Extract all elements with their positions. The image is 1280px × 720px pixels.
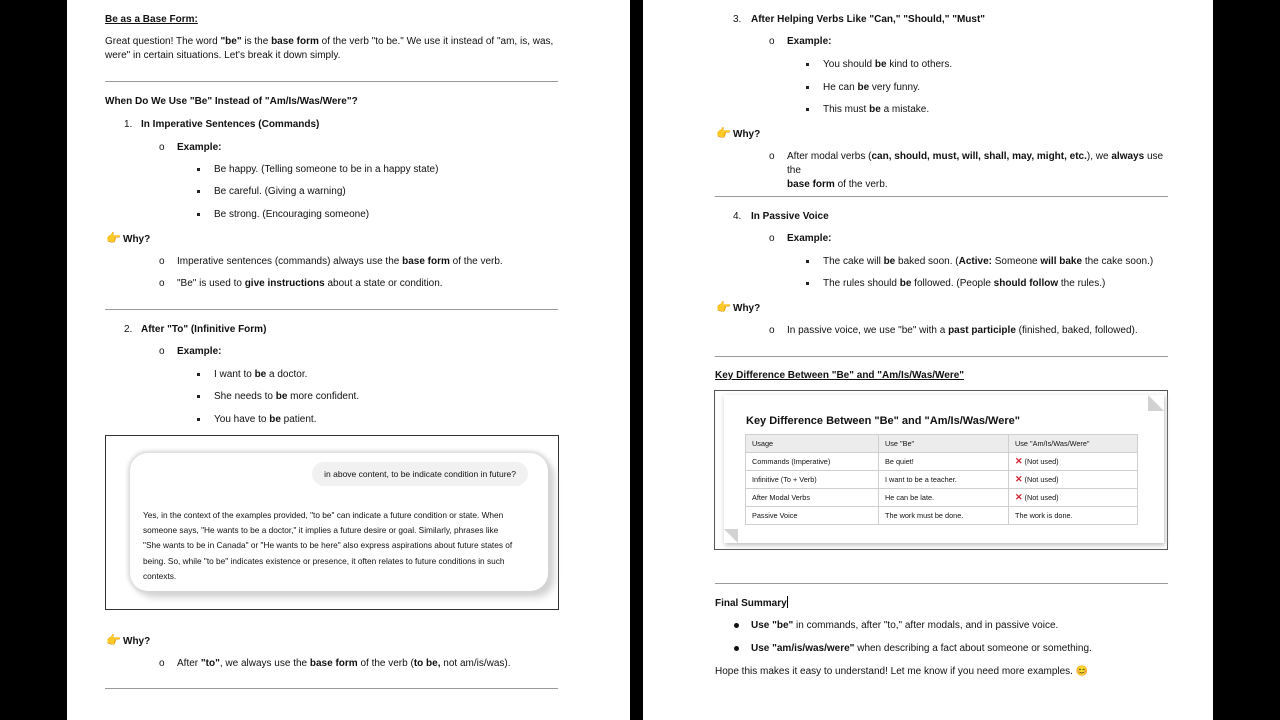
- why-text: After modal verbs (can, should, must, will, shall, may, might, etc.), we always use the base form of the verb.: [787, 151, 1164, 190]
- cross-mark-icon: ✕: [1015, 474, 1023, 484]
- chat-card: [130, 453, 548, 591]
- pointing-hand-icon: 👉: [716, 126, 731, 140]
- text-cursor: [787, 596, 788, 608]
- example-item: The cake will be baked soon. (Active: Someone will bake the cake soon.): [823, 256, 1154, 267]
- bullet-circle: o: [159, 346, 165, 357]
- table-title: Key Difference Between "Be" and "Am/Is/Was/Were": [746, 415, 1020, 427]
- list-item-title: In Imperative Sentences (Commands): [141, 119, 320, 130]
- table-screenshot: [714, 390, 1168, 550]
- document-page-right: [643, 0, 1213, 720]
- bullet-square: [806, 63, 809, 66]
- why-label: Why?: [123, 234, 151, 245]
- divider: [715, 356, 1168, 357]
- why-text: After "to", we always use the base form of the verb (to be, not am/is/was).: [177, 658, 511, 669]
- example-item: You should be kind to others.: [823, 59, 953, 70]
- divider: [715, 583, 1168, 584]
- key-difference-table: [745, 434, 1138, 525]
- assistant-answer: Yes, in the context of the examples provided, "to be" can indicate a future condition or state. When someone says, "He wants to be a doctor," it implies a future desire or goal. Similarly, phrases like "She wants to be in Canada" or "He wants to be here" also express aspirations about future states of being. So, while "to be" indicates existence or presence, it often relates to future conditions in such contexts.: [143, 510, 513, 581]
- example-item: The rules should be followed. (People should follow the rules.): [823, 278, 1106, 289]
- why-text: In passive voice, we use "be" with a past participle (finished, baked, followed).: [787, 325, 1138, 336]
- bullet-dot: [734, 623, 739, 628]
- table-header-row: [746, 435, 1138, 453]
- pointing-hand-icon: 👉: [106, 231, 121, 245]
- example-item: Be happy. (Telling someone to be in a happy state): [214, 164, 439, 175]
- table-header: Use "Am/Is/Was/Were": [1009, 435, 1138, 453]
- bullet-circle: o: [159, 142, 165, 153]
- table-cell: The work must be done.: [879, 507, 1009, 525]
- table-row: [746, 507, 1138, 525]
- table-cell: Commands (Imperative): [746, 453, 879, 471]
- section-title: When Do We Use "Be" Instead of "Am/Is/Was/Were"?: [105, 96, 358, 107]
- table-cell: ✕ (Not used): [1009, 489, 1138, 507]
- document-page-left: [67, 0, 630, 720]
- table-header: Usage: [746, 435, 879, 453]
- table-row: [746, 453, 1138, 471]
- intro-paragraph: Great question! The word "be" is the base form of the verb "to be." We use it instead of "am, is, was, were" in certain situations. Let's break it down simply.: [105, 36, 554, 61]
- chat-screenshot: [105, 435, 559, 610]
- why-label: Why?: [123, 636, 151, 647]
- bullet-square: [197, 168, 200, 171]
- divider: [715, 196, 1168, 197]
- table-cell: Passive Voice: [746, 507, 879, 525]
- bullet-circle: o: [159, 658, 165, 669]
- why-label: Why?: [733, 303, 761, 314]
- example-item: She needs to be more confident.: [214, 391, 360, 402]
- bullet-circle: o: [769, 325, 775, 336]
- table-cell: Be quiet!: [879, 453, 1009, 471]
- table-cell: I want to be a teacher.: [879, 471, 1009, 489]
- divider: [105, 309, 558, 310]
- example-item: Be strong. (Encouraging someone): [214, 209, 370, 220]
- table-cell: ✕ (Not used): [1009, 471, 1138, 489]
- list-number: 3.: [733, 14, 742, 25]
- example-item: This must be a mistake.: [823, 104, 930, 115]
- example-label: Example:: [787, 36, 832, 47]
- bullet-circle: o: [769, 36, 775, 47]
- bullet-dot: [734, 646, 739, 651]
- example-item: I want to be a doctor.: [214, 369, 308, 380]
- bullet-square: [806, 86, 809, 89]
- bullet-circle: o: [769, 151, 775, 162]
- table-cell: After Modal Verbs: [746, 489, 879, 507]
- list-number: 4.: [733, 211, 742, 222]
- closing-text: Hope this makes it easy to understand! Let me know if you need more examples. 😊: [715, 666, 1089, 677]
- bullet-square: [197, 395, 200, 398]
- final-summary-heading: Final Summary: [715, 598, 787, 609]
- list-item-title: In Passive Voice: [751, 211, 829, 222]
- why-label: Why?: [733, 129, 761, 140]
- bullet-circle: o: [159, 278, 165, 289]
- bullet-circle: o: [159, 256, 165, 267]
- example-item: He can be very funny.: [823, 82, 921, 93]
- example-label: Example:: [177, 142, 222, 153]
- user-question-bubble: in above content, to be indicate condition in future?: [312, 462, 528, 486]
- list-item-title: After Helping Verbs Like "Can," "Should," "Must": [751, 14, 986, 25]
- table-cell: Infinitive (To + Verb): [746, 471, 879, 489]
- table-row: [746, 489, 1138, 507]
- bullet-square: [197, 373, 200, 376]
- example-label: Example:: [177, 346, 222, 357]
- divider: [105, 688, 558, 689]
- table-cell: He can be late.: [879, 489, 1009, 507]
- bullet-square: [806, 108, 809, 111]
- key-difference-heading: Key Difference Between "Be" and "Am/Is/Was/Were": [715, 370, 965, 381]
- example-item: You have to be patient.: [214, 414, 317, 425]
- summary-item: Use "be" in commands, after "to," after modals, and in passive voice.: [751, 620, 1059, 631]
- bullet-circle: o: [769, 233, 775, 244]
- page-fold-corner: [1148, 395, 1164, 411]
- table-card: [724, 395, 1164, 543]
- smiley-icon: 😊: [1075, 666, 1089, 677]
- example-item: Be careful. (Giving a warning): [214, 186, 346, 197]
- pointing-hand-icon: 👉: [106, 633, 121, 647]
- cross-mark-icon: ✕: [1015, 456, 1023, 466]
- pointing-hand-icon: 👉: [716, 300, 731, 314]
- example-label: Example:: [787, 233, 832, 244]
- page-fold-corner: [724, 529, 738, 543]
- list-number: 1.: [124, 119, 133, 130]
- cross-mark-icon: ✕: [1015, 492, 1023, 502]
- list-number: 2.: [124, 324, 133, 335]
- summary-item: Use "am/is/was/were" when describing a fact about someone or something.: [751, 643, 1092, 654]
- divider: [105, 81, 558, 82]
- bullet-square: [197, 190, 200, 193]
- why-text: "Be" is used to give instructions about a state or condition.: [177, 278, 443, 289]
- bullet-square: [197, 213, 200, 216]
- table-cell: ✕ (Not used): [1009, 453, 1138, 471]
- table-header: Use "Be": [879, 435, 1009, 453]
- bullet-square: [806, 260, 809, 263]
- table-row: [746, 471, 1138, 489]
- list-item-title: After "To" (Infinitive Form): [141, 324, 267, 335]
- bullet-square: [806, 282, 809, 285]
- bullet-square: [197, 418, 200, 421]
- section-heading: Be as a Base Form:: [105, 14, 198, 25]
- why-text: Imperative sentences (commands) always use the base form of the verb.: [177, 256, 503, 267]
- table-cell: The work is done.: [1009, 507, 1138, 525]
